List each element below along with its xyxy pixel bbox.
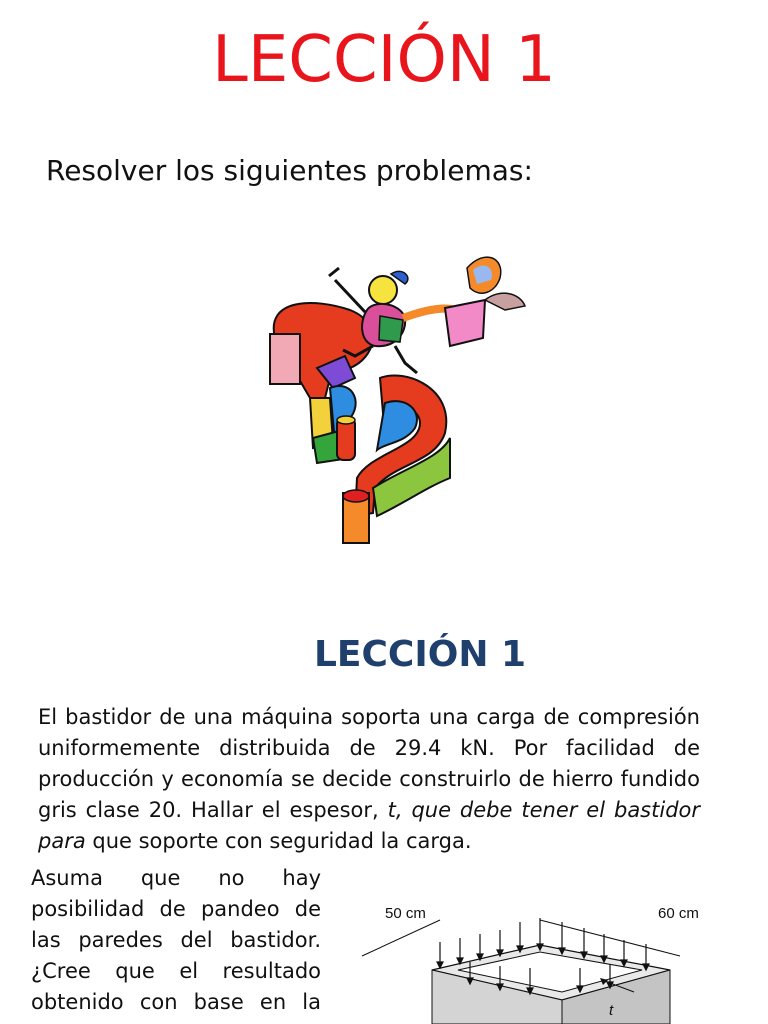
assumption-text bbox=[31, 863, 321, 1018]
dimension-label-50cm: 50 cm bbox=[385, 905, 426, 922]
slide-1-title: LECCIÓN 1 bbox=[212, 23, 556, 97]
paragraph-italic: t, que debe tener el bastidor para bbox=[38, 798, 701, 853]
thickness-label-t: t bbox=[609, 1002, 614, 1019]
assumption-line: Asuma que no hay bbox=[31, 866, 321, 890]
assumption-line: posibilidad de pandeo de bbox=[31, 897, 321, 921]
slide-1-subtitle: Resolver los siguientes problemas: bbox=[46, 154, 533, 187]
assumption-line: las paredes del bastidor. bbox=[31, 928, 321, 952]
slide-2 bbox=[0, 600, 768, 1024]
slide-2-title: LECCIÓN 1 bbox=[313, 634, 527, 675]
frame-load-diagram bbox=[340, 890, 768, 1024]
paragraph-text-1: El bastidor de una máquina soporta una carga de compresión uniformemente distribuida de 29.4 kN. Por facilidad de producción y economía se decide construirlo de hierro fundido gris clase 20. Hallar el espesor, bbox=[38, 705, 700, 822]
assumption-line: obtenido con base en la bbox=[31, 990, 321, 1014]
question-mark-character-clipart bbox=[255, 238, 535, 558]
assumption-line: ¿Cree que el resultado bbox=[31, 959, 321, 983]
paragraph-text-2: que soporte con seguridad la carga. bbox=[85, 829, 472, 853]
dimension-label-60cm: 60 cm bbox=[658, 905, 699, 922]
problem-paragraph bbox=[38, 702, 700, 857]
